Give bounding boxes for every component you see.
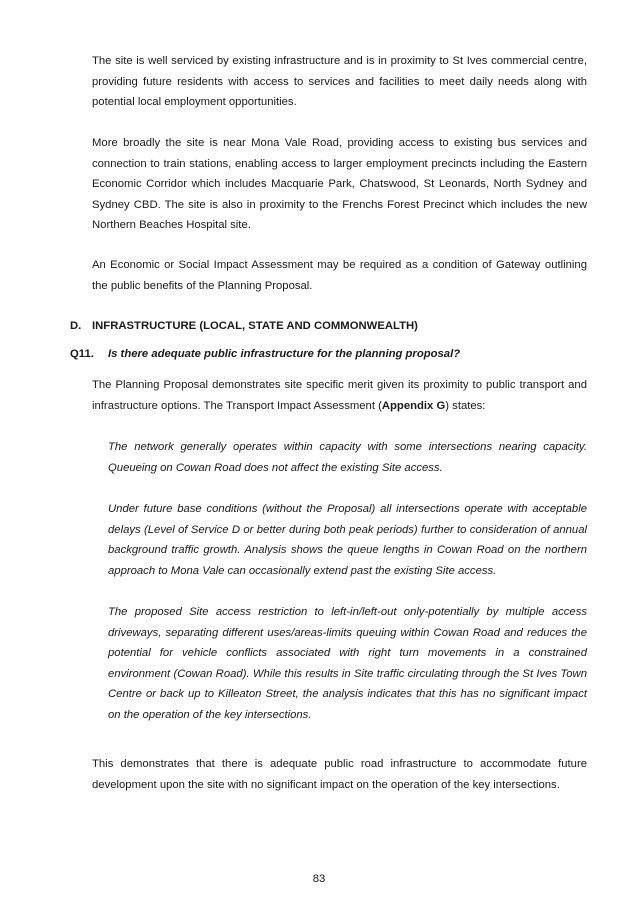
- question-heading: [70, 346, 460, 362]
- question-text: Is there adequate public infrastructure for the planning proposal?: [108, 348, 461, 360]
- quote-future-base-conditions: Under future base conditions (without the Proposal) all intersections operate with acceptable delays (Level of Service D or better during both peak periods) further to consideration of annual background traffic growth. Analysis shows the queue lengths in Cowan Road on the northern approach to Mona Vale can occasionally extend past the existing Site access.: [108, 503, 587, 577]
- quote-network-capacity: The network generally operates within capacity with some intersections nearing capacity. Queueing on Cowan Road does not affect the existing Site access.: [108, 441, 587, 474]
- section-title: INFRASTRUCTURE (LOCAL, STATE AND COMMONWEALTH): [92, 320, 418, 332]
- paragraph-conclusion: This demonstrates that there is adequate public road infrastructure to accommodate future development upon the site with no significant impact on the operation of the key intersections.: [92, 758, 587, 791]
- appendix-reference: Appendix G: [381, 399, 446, 412]
- paragraph-intro: [92, 375, 587, 416]
- question-number: Q11.: [70, 348, 94, 360]
- intro-text-after: ) states:: [445, 399, 486, 412]
- paragraph-site-services: The site is well serviced by existing infrastructure and is in proximity to St Ives commercial centre, providing future residents with access to services and facilities to meet daily needs along with potential local employment opportunities.: [92, 55, 587, 109]
- section-number: D.: [70, 320, 82, 332]
- paragraph-impact-assessment: An Economic or Social Impact Assessment may be required as a condition of Gateway outlining the public benefits of the Planning Proposal.: [92, 259, 587, 292]
- paragraph-mona-vale-road: More broadly the site is near Mona Vale Road, providing access to existing bus services and connection to train stations, enabling access to larger employment precincts including the Eastern Economic Corridor which includes Macquarie Park, Chatswood, St Leonards, North Sydney and Sydney CBD. The site is also in proximity to the Frenchs Forest Precinct which includes the new Northern Beaches Hospital site.: [92, 137, 587, 232]
- section-heading: [70, 318, 418, 334]
- intro-text-before: The Planning Proposal demonstrates site specific merit given its proximity to public transport and infrastructure options. The Transport Impact Assessment (: [92, 379, 587, 412]
- quote-site-access-restriction: The proposed Site access restriction to left-in/left-out only‑potentially by multiple access driveways, separating different uses/areas‑limits queuing within Cowan Road and reduces the potential for vehicle conflicts associated with right turn movements in a constrained environment (Cowan Road). While this results in Site traffic circulating through the St Ives Town Centre or back up to Killeaton Street, the analysis indicates that this has no significant impact on the operation of the key intersections.: [108, 606, 587, 721]
- page-number: 83: [312, 873, 326, 885]
